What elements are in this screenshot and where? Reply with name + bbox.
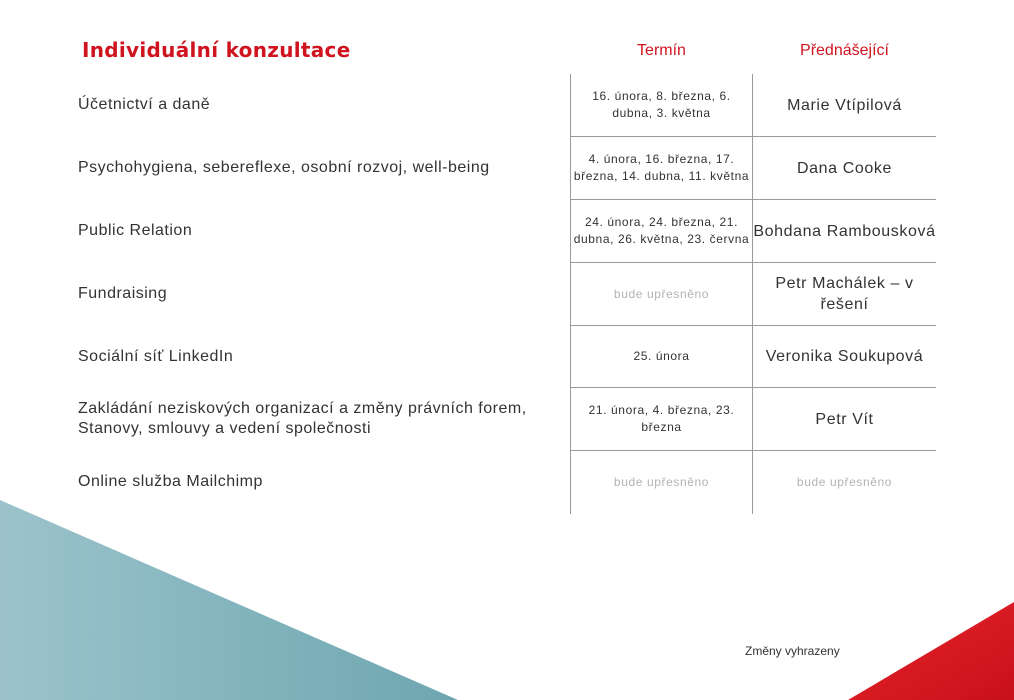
- lecturer-cell: Dana Cooke: [797, 159, 892, 177]
- lecturer-cell: Veronika Soukupová: [765, 348, 924, 365]
- table-row: [0, 451, 1014, 513]
- term-cell: 24. února, 24. března, 21. dubna, 26. května, 23. června: [573, 215, 750, 246]
- term-cell-pending: bude upřesněno: [613, 474, 710, 489]
- table-row: [0, 326, 1014, 387]
- term-cell-pending: bude upřesněno: [613, 286, 710, 301]
- term-cell: 21. února, 4. března, 23. března: [588, 403, 735, 434]
- lecturer-cell: Petr Machálek – v řešení: [775, 275, 914, 313]
- topic-cell: Online služba Mailchimp: [78, 473, 263, 490]
- page-title: Individuální konzultace: [82, 38, 351, 62]
- lecturer-cell-pending: bude upřesněno: [796, 474, 893, 489]
- table-row: [0, 137, 1014, 199]
- red-corner-shape: [848, 602, 1014, 700]
- teal-corner-shape: [0, 500, 458, 700]
- table-row: [0, 74, 1014, 136]
- table-row: [0, 263, 1014, 325]
- header-lecturer: Přednášející: [800, 42, 889, 59]
- header-term: Termín: [637, 42, 686, 59]
- topic-cell: Účetnictví a daně: [78, 96, 211, 113]
- topic-cell: Fundraising: [78, 285, 168, 302]
- lecturer-cell: Petr Vít: [815, 410, 874, 428]
- lecturer-cell: Bohdana Rambousková: [753, 222, 936, 240]
- footer-note: Změny vyhrazeny: [745, 644, 840, 658]
- topic-cell: Sociální síť LinkedIn: [78, 347, 234, 365]
- term-cell: 25. února: [633, 349, 690, 363]
- term-cell: 16. února, 8. března, 6. dubna, 3. května: [592, 89, 731, 120]
- table-row: [0, 200, 1014, 262]
- topic-cell: Public Relation: [78, 222, 193, 239]
- term-cell: 4. února, 16. března, 17. března, 14. dubna, 11. května: [573, 152, 750, 183]
- lecturer-cell: Marie Vtípilová: [787, 96, 902, 114]
- topic-cell: Zakládání neziskových organizací a změny právních forem, Stanovy, smlouvy a vedení společnosti: [78, 400, 527, 437]
- topic-cell: Psychohygiena, sebereflexe, osobní rozvoj, well-being: [78, 159, 490, 176]
- table-row: [0, 388, 1014, 450]
